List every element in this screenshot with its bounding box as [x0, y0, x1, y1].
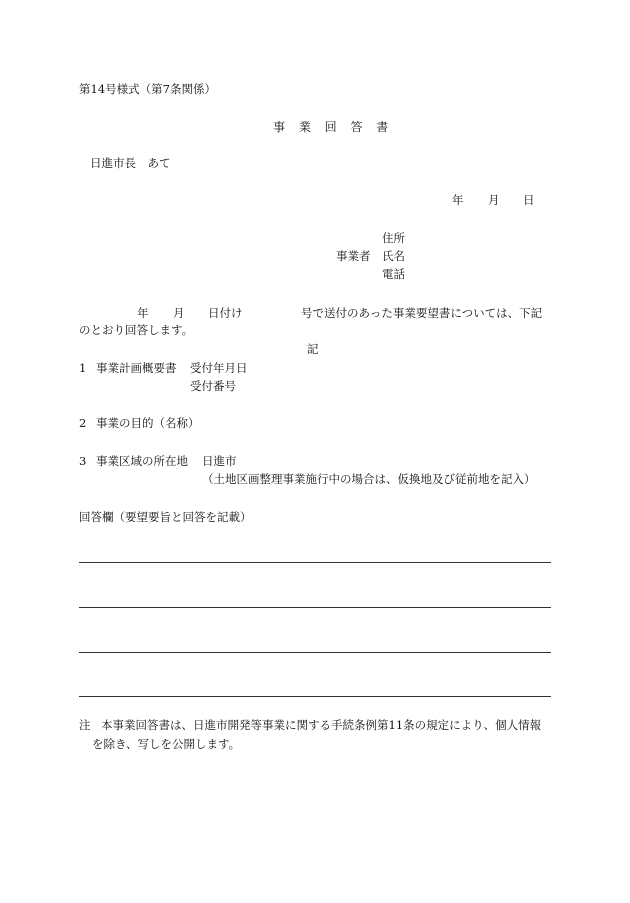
item-2-number: 2 [79, 416, 87, 430]
answer-line-4 [79, 696, 551, 697]
item-1-receipt-date-label: 受付年月日 [190, 361, 248, 375]
item-2-label: 事業の目的（名称） [96, 416, 200, 430]
footnote-line-1: 本事業回答書は、日進市開発等事業に関する手続条例第11条の規定により、個人情報 [101, 718, 542, 732]
item-1-label: 事業計画概要書 [96, 361, 177, 375]
item-3-note: （土地区画整理事業施行中の場合は、仮換地及び従前地を記入） [202, 472, 536, 486]
item-3-value: 日進市 [202, 454, 237, 468]
body-dated-label: 日付け [208, 306, 243, 320]
date-day-label: 日 [523, 193, 535, 207]
answer-line-1 [79, 562, 551, 563]
addressee: 日進市長 あて [90, 156, 171, 170]
phone-label: 電話 [382, 267, 405, 281]
date-month-label: 月 [488, 193, 500, 207]
form-number: 第14号様式（第7条関係） [79, 82, 216, 96]
body-text-line-2: のとおり回答します。 [79, 323, 194, 337]
item-3-number: 3 [79, 454, 87, 468]
answer-line-2 [79, 607, 551, 608]
document-title: 事 業 回 答 書 [273, 120, 394, 134]
date-year-label: 年 [452, 193, 464, 207]
item-1-receipt-number-label: 受付番号 [190, 379, 236, 393]
footnote-marker: 注 [79, 718, 91, 732]
name-label: 氏名 [382, 249, 405, 263]
answer-line-3 [79, 652, 551, 653]
footnote-line-2: を除き、写しを公開します。 [92, 737, 241, 751]
business-operator-label: 事業者 [336, 249, 371, 263]
item-1-number: 1 [79, 361, 87, 375]
item-3-label: 事業区域の所在地 [96, 454, 188, 468]
answer-section-label: 回答欄（要望要旨と回答を記載） [79, 510, 252, 524]
body-text-line-1: 号で送付のあった事業要望書については、下記 [301, 306, 543, 320]
ki-heading: 記 [307, 342, 319, 356]
address-label: 住所 [382, 231, 405, 245]
body-month-label: 月 [173, 306, 185, 320]
body-year-label: 年 [137, 306, 149, 320]
